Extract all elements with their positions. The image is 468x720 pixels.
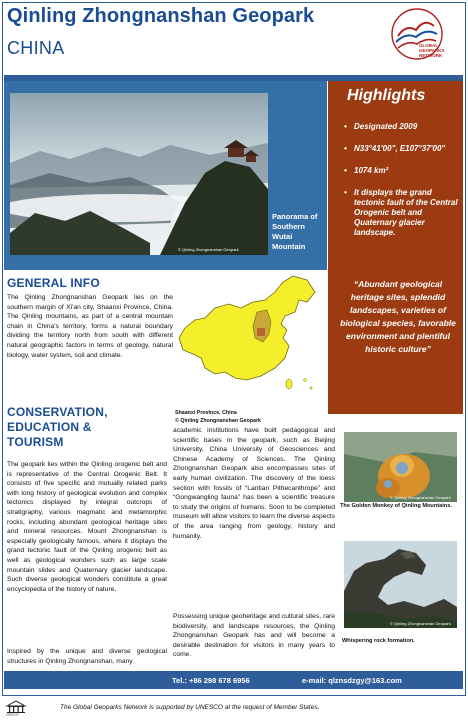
telephone: Tel.: +86 298 678 6956: [172, 676, 250, 685]
svg-text:© Qinling Zhongnanshan Geopark: © Qinling Zhongnanshan Geopark: [390, 495, 451, 500]
page-subtitle: CHINA: [7, 38, 65, 58]
general-info-text: The Qinling Zhongnanshan Geopark lies on the southern margin of Xi'an city, Shaanxi Province, China. The Qinling mountains, as part of a central mountain chain in China's territory, forms a natural boundary dividing the territory north from south with different natural geographic factors in terms of geology, natural biology, water system, soil and climate.: [7, 294, 173, 359]
highlight-item: • 1074 km²: [343, 166, 458, 176]
logo-text: GLOBAL GEOPARKS NETWORK: [419, 43, 445, 58]
photo-caption: Panorama of Southern Wutai Mountain: [272, 212, 318, 251]
unesco-note: The Global Geoparks Network is supported by UNESCO at the request of Member States.: [60, 704, 320, 711]
svg-text:© Qinling Zhongnanshan Geopark: © Qinling Zhongnanshan Geopark: [390, 621, 451, 626]
photo-watermark: © Qinling Zhongnanshan Geopark: [178, 247, 239, 252]
conservation-col2-p2: Possessing unique geoheritage and cultural sites, rare biodiversity, and landscape resources, the Qinling Zhongnanshan Geopark has and will become a desirable destination for visitors in many years to come.: [173, 613, 335, 659]
highlights-title: Highlights: [347, 87, 426, 104]
conservation-heading: CONSERVATION, EDUCATION & TOURISM: [7, 405, 108, 449]
page-title: Qinling Zhongnanshan Geopark: [7, 5, 315, 27]
panorama-photo: [10, 93, 268, 255]
monkey-caption: The Golden Monkey of Qinling Mountains.: [340, 503, 452, 509]
highlights-list: [343, 122, 458, 250]
general-info-heading: GENERAL INFO: [7, 276, 100, 290]
unesco-logo: [4, 699, 28, 716]
conservation-col1-p1: The geopark lies within the Qinling orogenic belt and is representative of the Central Orogenic Belt. It consists of five specific and mutually related parks with long history of geological evolution and complex tectonics displayed by integral outcrops of stratigraphy, various magmatic and metamorphic rocks, including abundant geological heritage sites and mineral resources. Mount Zhongnanshan is especially geologically famous, where it displays the grand tectonic fault of the Qinling orogenic belt as well as geological wonders such as large scale mountain slides and Quaternary glacier landscape. Such diverse geological wonders constitute a great encyclopedia of the history of nature.: [7, 461, 167, 593]
highlight-item: • N33°41'00", E107°37'00": [343, 144, 458, 154]
conservation-col2-p1: academic institutions have built pedagogical and scientific bases in the geopark, such as Beijing University, China University of Geosciences and Chinese Academy of Sciences. The Qinling Zhongnanshan Geopark also encompasses sites of early human civilization. The discovery of the loess section with fossils of “Lantian Pithecanthrope” and “Gongwangling fauna” has been a scientific treasure to study the origins of humans. Soon to be completed museum will allow visitors to learn the diverse aspects of the area ranging from geology, history and humanity.: [173, 427, 335, 540]
highlight-item: • It displays the grand tectonic fault of the Central Orogenic belt and Quaternary glacier landscape.: [343, 188, 458, 238]
global-geoparks-logo: [384, 6, 462, 68]
highlight-item: • Designated 2009: [343, 122, 458, 132]
china-map: [175, 272, 325, 394]
svg-text:UNESCO: UNESCO: [6, 712, 19, 716]
highlights-quote: “Abundant geological heritage sites, splendid landscapes, varieties of biological species, favorable environment and plentiful historic culture”: [340, 279, 456, 354]
golden-monkey-photo: [344, 432, 457, 502]
rock-caption: Whispering rock formation.: [342, 638, 415, 644]
whispering-rock-photo: [344, 541, 457, 628]
map-caption: Shaanxi Province, China © Qinling Zhongnanshan Geopark: [175, 410, 262, 424]
conservation-col1-p2: Inspired by the unique and diverse geological structures in Qinling Zhongnanshan, many: [7, 648, 167, 665]
email-address[interactable]: e-mail: qlznsdzgy@163.com: [302, 676, 402, 685]
